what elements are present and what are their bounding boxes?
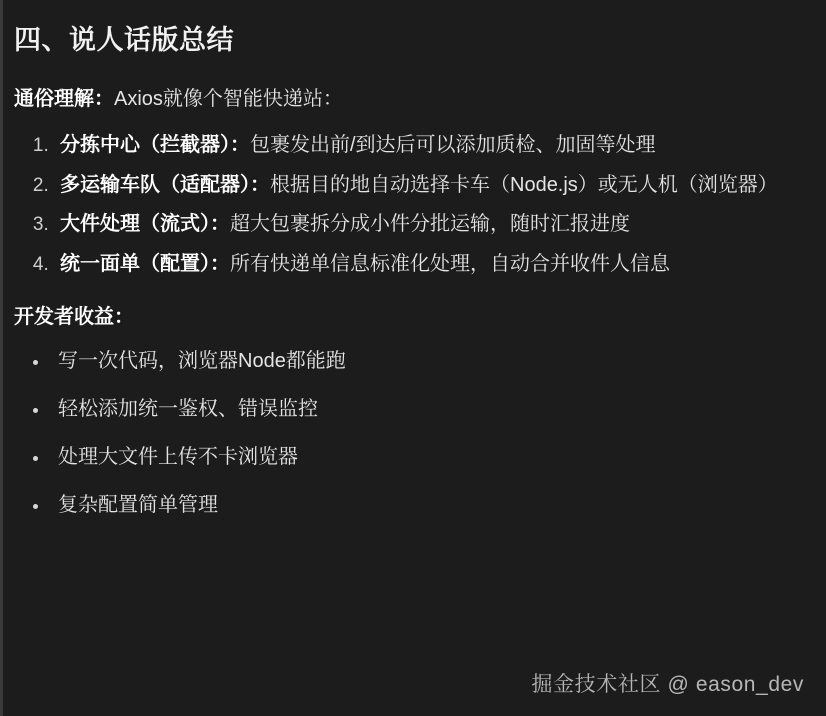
list-item-text: 包裹发出前/到达后可以添加质检、加固等处理 <box>250 134 656 157</box>
benefits-heading-colon: ： <box>114 306 134 328</box>
list-item <box>54 248 804 280</box>
intro-text: Axios就像个智能快递站： <box>114 88 343 111</box>
list-item-term: 分拣中心（拦截器）： <box>60 134 250 157</box>
list-item-term: 大件处理（流式）： <box>60 213 230 236</box>
page-title: 四、说人话版总结 <box>14 25 234 55</box>
list-item-text: 所有快递单信息标准化处理，自动合并收件人信息 <box>230 252 670 275</box>
intro-lead-label: 通俗理解： <box>14 88 114 111</box>
list-item: • 复杂配置简单管理 <box>50 489 804 521</box>
list-item-term: 多运输车队（适配器）： <box>60 173 270 196</box>
list-item-term: 统一面单（配置）： <box>60 252 230 275</box>
list-item: • 处理大文件上传不卡浏览器 <box>50 441 804 473</box>
list-item: • 轻松添加统一鉴权、错误监控 <box>50 393 804 425</box>
list-item-text: 根据目的地自动选择卡车（Node.js）或无人机（浏览器） <box>270 173 778 196</box>
list-item <box>54 208 804 240</box>
numbered-list <box>14 129 804 280</box>
watermark: 掘金技术社区 @ eason_dev <box>531 673 804 696</box>
benefits-heading <box>14 302 804 333</box>
list-item <box>54 169 804 201</box>
intro-paragraph <box>14 84 804 115</box>
list-item-text: 超大包裹拆分成小件分批运输，随时汇报进度 <box>230 213 630 236</box>
benefits-list <box>14 345 804 521</box>
list-item: • 写一次代码，浏览器Node都能跑 <box>50 345 804 377</box>
list-item <box>54 129 804 161</box>
benefits-heading-label: 开发者收益 <box>14 306 114 328</box>
